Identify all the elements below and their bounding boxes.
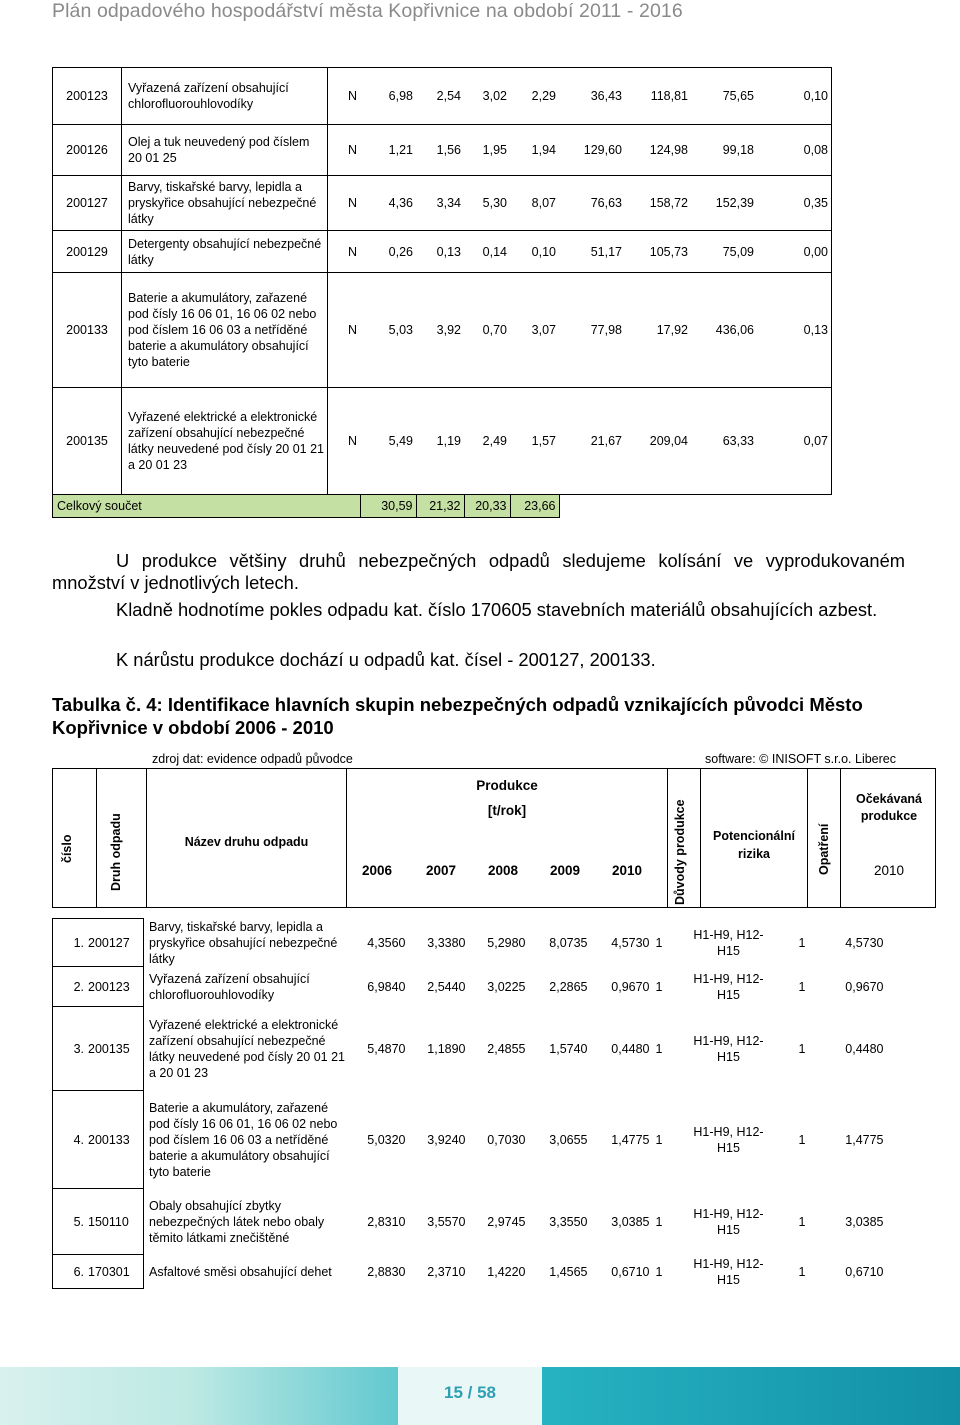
value-cell: 0,14: [464, 231, 510, 273]
value-cell: 4,36: [360, 176, 416, 231]
waste-name: Vyřazená zařízení obsahující chlorofluorouhlovodíky: [122, 68, 328, 125]
production-value: 5,2980: [487, 935, 526, 950]
header-cislo: číslo: [60, 834, 74, 863]
value-cell: 63,33: [691, 388, 757, 495]
measure-value: 1: [798, 979, 806, 994]
waste-name: Vyřazené elektrické a elektronické zařízení obsahující nebezpečné látky neuvedené pod čísly 20 01 21 a 20 01 23: [122, 388, 328, 495]
production-value: 2,2865: [549, 979, 588, 994]
value-cell: 436,06: [691, 273, 757, 388]
waste-code: 200129: [53, 231, 122, 273]
value-cell: 0,10: [757, 68, 832, 125]
value-cell: 5,03: [360, 273, 416, 388]
waste-name: Detergenty obsahující nebezpečné látky: [122, 231, 328, 273]
total-value: 30,59: [360, 495, 416, 518]
value-cell: 99,18: [691, 125, 757, 176]
waste-category: N: [328, 176, 361, 231]
measure-value: 1: [798, 1214, 806, 1229]
production-value: 4,5730: [611, 935, 650, 950]
header-year: 2010: [611, 863, 643, 878]
total-row: [53, 495, 832, 518]
table-row: [53, 176, 832, 231]
value-cell: 77,98: [559, 273, 625, 388]
value-cell: 3,02: [464, 68, 510, 125]
header-opatreni: Opatření: [817, 823, 831, 875]
table-row: [53, 68, 832, 125]
measure-value: 1: [798, 1264, 806, 1279]
value-cell: 1,57: [510, 388, 559, 495]
expected-value: 0,6710: [845, 1264, 884, 1279]
header-unit: [t/rok]: [487, 803, 527, 818]
production-value: 3,5570: [427, 1214, 466, 1229]
header-rizika: Potencionální rizika: [713, 829, 795, 861]
waste-production-table: [52, 67, 832, 518]
reason-value: 1: [655, 935, 663, 950]
production-value: 1,4775: [611, 1132, 650, 1147]
risk-value: H1-H9, H12-H15: [693, 1124, 764, 1155]
value-cell: 5,30: [464, 176, 510, 231]
waste-code: 200126: [53, 125, 122, 176]
waste-name: Asfaltové směsi obsahující dehet: [149, 1264, 332, 1279]
production-value: 2,5440: [427, 979, 466, 994]
table-row: [53, 919, 887, 967]
value-cell: 51,17: [559, 231, 625, 273]
waste-code: 200133: [53, 273, 122, 388]
header-duvody: Důvody produkce: [673, 799, 687, 905]
paragraph-increase: K nárůstu produkce dochází u odpadů kat. čísel - 200127, 200133.: [116, 649, 656, 670]
production-value: 0,4480: [611, 1041, 650, 1056]
value-cell: 8,07: [510, 176, 559, 231]
header-ocekavana-year: 2010: [873, 863, 905, 878]
waste-category: N: [328, 231, 361, 273]
total-value: 20,33: [464, 495, 510, 518]
value-cell: 1,95: [464, 125, 510, 176]
measure-value: 1: [798, 1132, 806, 1147]
row-number: 2.: [53, 967, 86, 1007]
value-cell: 105,73: [625, 231, 691, 273]
reason-value: 1: [655, 1041, 663, 1056]
table2-header: [52, 768, 936, 908]
production-value: 1,4565: [549, 1264, 588, 1279]
production-value: 3,3380: [427, 935, 466, 950]
table-row: [53, 1189, 887, 1255]
production-value: 1,5740: [549, 1041, 588, 1056]
row-number: 1.: [53, 919, 86, 967]
row-number: 5.: [53, 1189, 86, 1255]
waste-code: 170301: [85, 1255, 144, 1289]
table-row: [53, 1255, 887, 1289]
production-value: 3,0225: [487, 979, 526, 994]
page-number: 15 / 58: [444, 1383, 496, 1402]
value-cell: 3,07: [510, 273, 559, 388]
reason-value: 1: [655, 1214, 663, 1229]
value-cell: 118,81: [625, 68, 691, 125]
waste-name: Olej a tuk neuvedený pod číslem 20 01 25: [122, 125, 328, 176]
value-cell: 5,49: [360, 388, 416, 495]
waste-name: Vyřazená zařízení obsahující chlorofluorouhlovodíky: [149, 971, 310, 1002]
value-cell: 2,49: [464, 388, 510, 495]
production-value: 6,9840: [367, 979, 406, 994]
value-cell: 158,72: [625, 176, 691, 231]
value-cell: 36,43: [559, 68, 625, 125]
value-cell: 75,09: [691, 231, 757, 273]
table-row: [53, 388, 832, 495]
value-cell: 3,92: [416, 273, 464, 388]
value-cell: 0,35: [757, 176, 832, 231]
table-row: [53, 273, 832, 388]
expected-value: 0,4480: [845, 1041, 884, 1056]
waste-category: N: [328, 68, 361, 125]
waste-code: 200133: [85, 1091, 144, 1189]
risk-value: H1-H9, H12-H15: [693, 971, 764, 1002]
row-number: 3.: [53, 1007, 86, 1091]
value-cell: 76,63: [559, 176, 625, 231]
production-value: 1,4220: [487, 1264, 526, 1279]
waste-category: N: [328, 388, 361, 495]
production-value: 4,3560: [367, 935, 406, 950]
production-value: 1,1890: [427, 1041, 466, 1056]
value-cell: 1,94: [510, 125, 559, 176]
expected-value: 1,4775: [845, 1132, 884, 1147]
total-value: 21,32: [416, 495, 464, 518]
production-value: 3,0655: [549, 1132, 588, 1147]
value-cell: 129,60: [559, 125, 625, 176]
table-row: [53, 125, 832, 176]
value-cell: 0,26: [360, 231, 416, 273]
table-row: [53, 967, 887, 1007]
reason-value: 1: [655, 1264, 663, 1279]
risk-value: H1-H9, H12-H15: [693, 927, 764, 958]
header-year: 2008: [487, 863, 519, 878]
production-value: 2,4855: [487, 1041, 526, 1056]
row-number: 6.: [53, 1255, 86, 1289]
row-number: 4.: [53, 1091, 86, 1189]
value-cell: 1,56: [416, 125, 464, 176]
production-value: 2,3710: [427, 1264, 466, 1279]
waste-code: 200127: [85, 919, 144, 967]
value-cell: 124,98: [625, 125, 691, 176]
production-value: 8,0735: [549, 935, 588, 950]
expected-value: 0,9670: [845, 979, 884, 994]
expected-value: 4,5730: [845, 935, 884, 950]
reason-value: 1: [655, 1132, 663, 1147]
value-cell: 2,29: [510, 68, 559, 125]
waste-code: 200135: [53, 388, 122, 495]
waste-code: 200123: [85, 967, 144, 1007]
data-source: zdroj dat: evidence odpadů původce: [152, 752, 353, 766]
value-cell: 75,65: [691, 68, 757, 125]
production-value: 5,4870: [367, 1041, 406, 1056]
waste-name: Barvy, tiskařské barvy, lepidla a pryskyřice obsahující nebezpečné látky: [122, 176, 328, 231]
risk-value: H1-H9, H12-H15: [693, 1206, 764, 1237]
waste-name: Baterie a akumulátory, zařazené pod čísly 16 06 01, 16 06 02 nebo pod číslem 16 06 03 a netříděné baterie a akumulátory obsahující tyto baterie: [122, 273, 328, 388]
production-value: 2,8310: [367, 1214, 406, 1229]
reason-value: 1: [655, 979, 663, 994]
paragraph-fluctuation: U produkce většiny druhů nebezpečných odpadů sledujeme kolísání ve vyprodukovaném množství v jednotlivých letech.: [52, 550, 905, 593]
value-cell: 0,70: [464, 273, 510, 388]
value-cell: 21,67: [559, 388, 625, 495]
production-value: 3,0385: [611, 1214, 650, 1229]
waste-name: Vyřazené elektrické a elektronické zařízení obsahující nebezpečné látky neuvedené pod čísly 20 01 21 a 20 01 23: [149, 1017, 345, 1080]
waste-name: Baterie a akumulátory, zařazené pod čísly 16 06 01, 16 06 02 nebo pod číslem 16 06 03 a netříděné baterie a akumulátory obsahující tyto baterie: [149, 1100, 338, 1179]
value-cell: 152,39: [691, 176, 757, 231]
header-nazev: Název druhu odpadu: [184, 835, 309, 849]
production-value: 0,9670: [611, 979, 650, 994]
production-value: 5,0320: [367, 1132, 406, 1147]
waste-code: 200123: [53, 68, 122, 125]
header-produkce: Produkce: [476, 778, 538, 793]
table-row: [53, 1091, 887, 1189]
production-value: 3,3550: [549, 1214, 588, 1229]
header-druh-odpadu: Druh odpadu: [109, 813, 123, 891]
total-label: Celkový součet: [53, 495, 361, 518]
waste-code: 200135: [85, 1007, 144, 1091]
waste-category: N: [328, 125, 361, 176]
value-cell: 0,00: [757, 231, 832, 273]
table-row: [53, 1007, 887, 1091]
expected-value: 3,0385: [845, 1214, 884, 1229]
waste-name: Obaly obsahující zbytky nebezpečných látek nebo obaly těmito látkami znečištěné: [149, 1198, 325, 1245]
production-value: 2,8830: [367, 1264, 406, 1279]
value-cell: 17,92: [625, 273, 691, 388]
software-credit: software: © INISOFT s.r.o. Liberec: [705, 752, 896, 766]
waste-code: 200127: [53, 176, 122, 231]
header-year: 2006: [361, 863, 393, 878]
header-year: 2009: [549, 863, 581, 878]
paragraph-asbestos: Kladně hodnotíme pokles odpadu kat. číslo 170605 stavebních materiálů obsahujících azbest.: [116, 599, 878, 620]
value-cell: 1,19: [416, 388, 464, 495]
risk-value: H1-H9, H12-H15: [693, 1033, 764, 1064]
production-value: 0,7030: [487, 1132, 526, 1147]
production-value: 2,9745: [487, 1214, 526, 1229]
value-cell: 0,13: [416, 231, 464, 273]
header-ocekavana: Očekávaná produkce: [855, 792, 923, 823]
header-year: 2007: [425, 863, 457, 878]
value-cell: 6,98: [360, 68, 416, 125]
production-value: 0,6710: [611, 1264, 650, 1279]
table-caption: Tabulka č. 4: Identifikace hlavních skupin nebezpečných odpadů vznikajících původci Město Kopřivnice v období 2006 - 2010: [52, 694, 863, 738]
measure-value: 1: [798, 1041, 806, 1056]
value-cell: 2,54: [416, 68, 464, 125]
value-cell: 0,07: [757, 388, 832, 495]
value-cell: 0,08: [757, 125, 832, 176]
waste-category: N: [328, 273, 361, 388]
value-cell: 3,34: [416, 176, 464, 231]
page-header-title: Plán odpadového hospodářství města Kopřivnice na období 2011 - 2016: [52, 0, 683, 22]
value-cell: 0,10: [510, 231, 559, 273]
value-cell: 0,13: [757, 273, 832, 388]
value-cell: 209,04: [625, 388, 691, 495]
measure-value: 1: [798, 935, 806, 950]
waste-name: Barvy, tiskařské barvy, lepidla a pryskyřice obsahující nebezpečné látky: [149, 919, 338, 966]
waste-code: 150110: [85, 1189, 144, 1255]
hazardous-waste-groups-table: [52, 918, 887, 1289]
risk-value: H1-H9, H12-H15: [693, 1256, 764, 1287]
total-value: 23,66: [510, 495, 559, 518]
table-row: [53, 231, 832, 273]
production-value: 3,9240: [427, 1132, 466, 1147]
value-cell: 1,21: [360, 125, 416, 176]
